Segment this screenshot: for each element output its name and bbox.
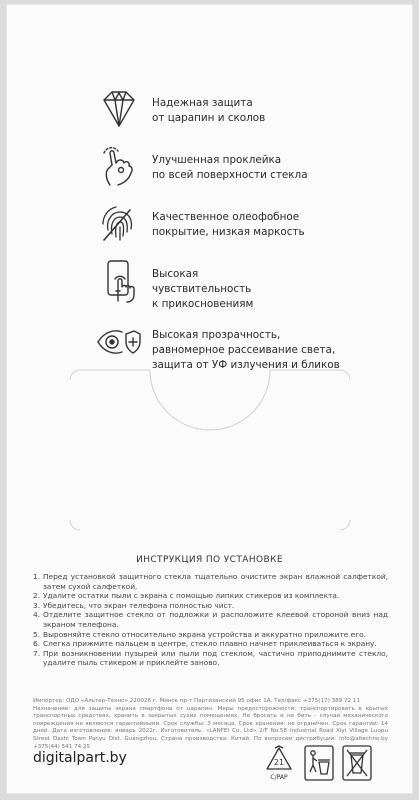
importer-text: Импортер: ОДО «Альтер-Техно» 220026 г. Минск пр-т Партизанский 95 офис 1А. Тел/факс +375(17) 389 72 11 bbox=[33, 698, 361, 704]
phone-outline-cutout bbox=[60, 360, 360, 540]
feature-item bbox=[90, 143, 400, 199]
feature-text: по всей поверхности стекла bbox=[152, 169, 308, 181]
feature-text: Высокая прозрачность, bbox=[152, 329, 281, 341]
instruction-step: 3. Убедитесь, что экран телефона полностью чист. bbox=[33, 600, 235, 610]
feature-text: чувствительность bbox=[152, 283, 252, 295]
diamond-icon bbox=[96, 88, 142, 132]
feature-item bbox=[90, 86, 400, 142]
feature-item bbox=[90, 200, 400, 256]
instruction-step: 6. Слегка прижмите пальцем в центре, стекло плавно начнет приклеиваться к экрану. bbox=[33, 639, 377, 649]
feature-text: Качественное олеофобное bbox=[152, 211, 300, 223]
instructions-title: ИНСТРУКЦИЯ ПО УСТАНОВКЕ bbox=[136, 555, 283, 565]
recycle-code: 21 bbox=[273, 758, 285, 767]
feature-text: защита от УФ излучения и бликов bbox=[152, 359, 340, 371]
instructions-list bbox=[33, 572, 388, 668]
product-details-text: Назначение: для защиты экрана смартфона от царапин. Меры предосторожности: транспортировать в крытых транспортных средствах, хранить в закрытых сухих помещениях. Не бросать и не бить - случаи механического повреждения не являются гарантийными. Срок службы: 3 месяца. Срок хранения: не ограничен. Срок гарантии: 14 дней. Дата изготовления: январь 2022г. Изготовитель: «LANFEI Co. Ltd» 2/F No.58 Industrial Road Xiyi Village Luopu Street Dashi Town Panyu Dist. Guangzhou. Страна производства: Китай. По вопросам дистрибуции: info@altechno.by +375(44) 541 74 25 bbox=[33, 705, 388, 750]
eye-shield-icon bbox=[96, 320, 142, 364]
feature-list bbox=[90, 86, 400, 375]
feature-text: покрытие, низкая маркость bbox=[152, 226, 305, 238]
instruction-step: 2. Удалите остатки пыли с экрана с помощью липких стикеров из комплекта. bbox=[33, 591, 340, 601]
instruction-step: 7. При возникновении пузырей или пыли под стеклом, частично приподнимите стекло, удалите пыль стикером и приклейте заново. bbox=[33, 648, 388, 668]
feature-text: Высокая bbox=[152, 268, 199, 280]
crossed-bin-icon bbox=[342, 745, 372, 781]
recycle-label: C/PAP bbox=[270, 774, 288, 781]
feature-text: от царапин и сколов bbox=[152, 112, 266, 124]
brand-name: digitalpart.by bbox=[33, 750, 127, 766]
feature-text: к прикосновениям bbox=[152, 298, 254, 310]
feature-text: Улучшенная проклейка bbox=[152, 154, 282, 166]
feature-text: Надежная защита bbox=[152, 97, 253, 109]
phone-touch-icon bbox=[96, 259, 142, 303]
feature-text: равномерное рассеивание света, bbox=[152, 344, 336, 356]
instruction-step: 1. Перед установкой защитного стекла тщательно очистите экран влажной салфеткой, затем сухой салфеткой. bbox=[33, 572, 388, 591]
hand-gesture-icon bbox=[96, 145, 142, 189]
trash-bin-person-icon bbox=[304, 745, 334, 781]
recycle-icon bbox=[262, 745, 296, 785]
legal-info bbox=[33, 698, 388, 751]
fingerprint-icon bbox=[96, 202, 142, 246]
instruction-step: 4. Отделите защитное стекло от подложки и расположите клеевой стороной вниз над экраном телефона. bbox=[33, 610, 388, 629]
feature-item bbox=[90, 257, 400, 317]
instruction-step: 5. Выровняйте стекло относительно экрана устройства и аккуратно приложите его. bbox=[33, 629, 366, 639]
